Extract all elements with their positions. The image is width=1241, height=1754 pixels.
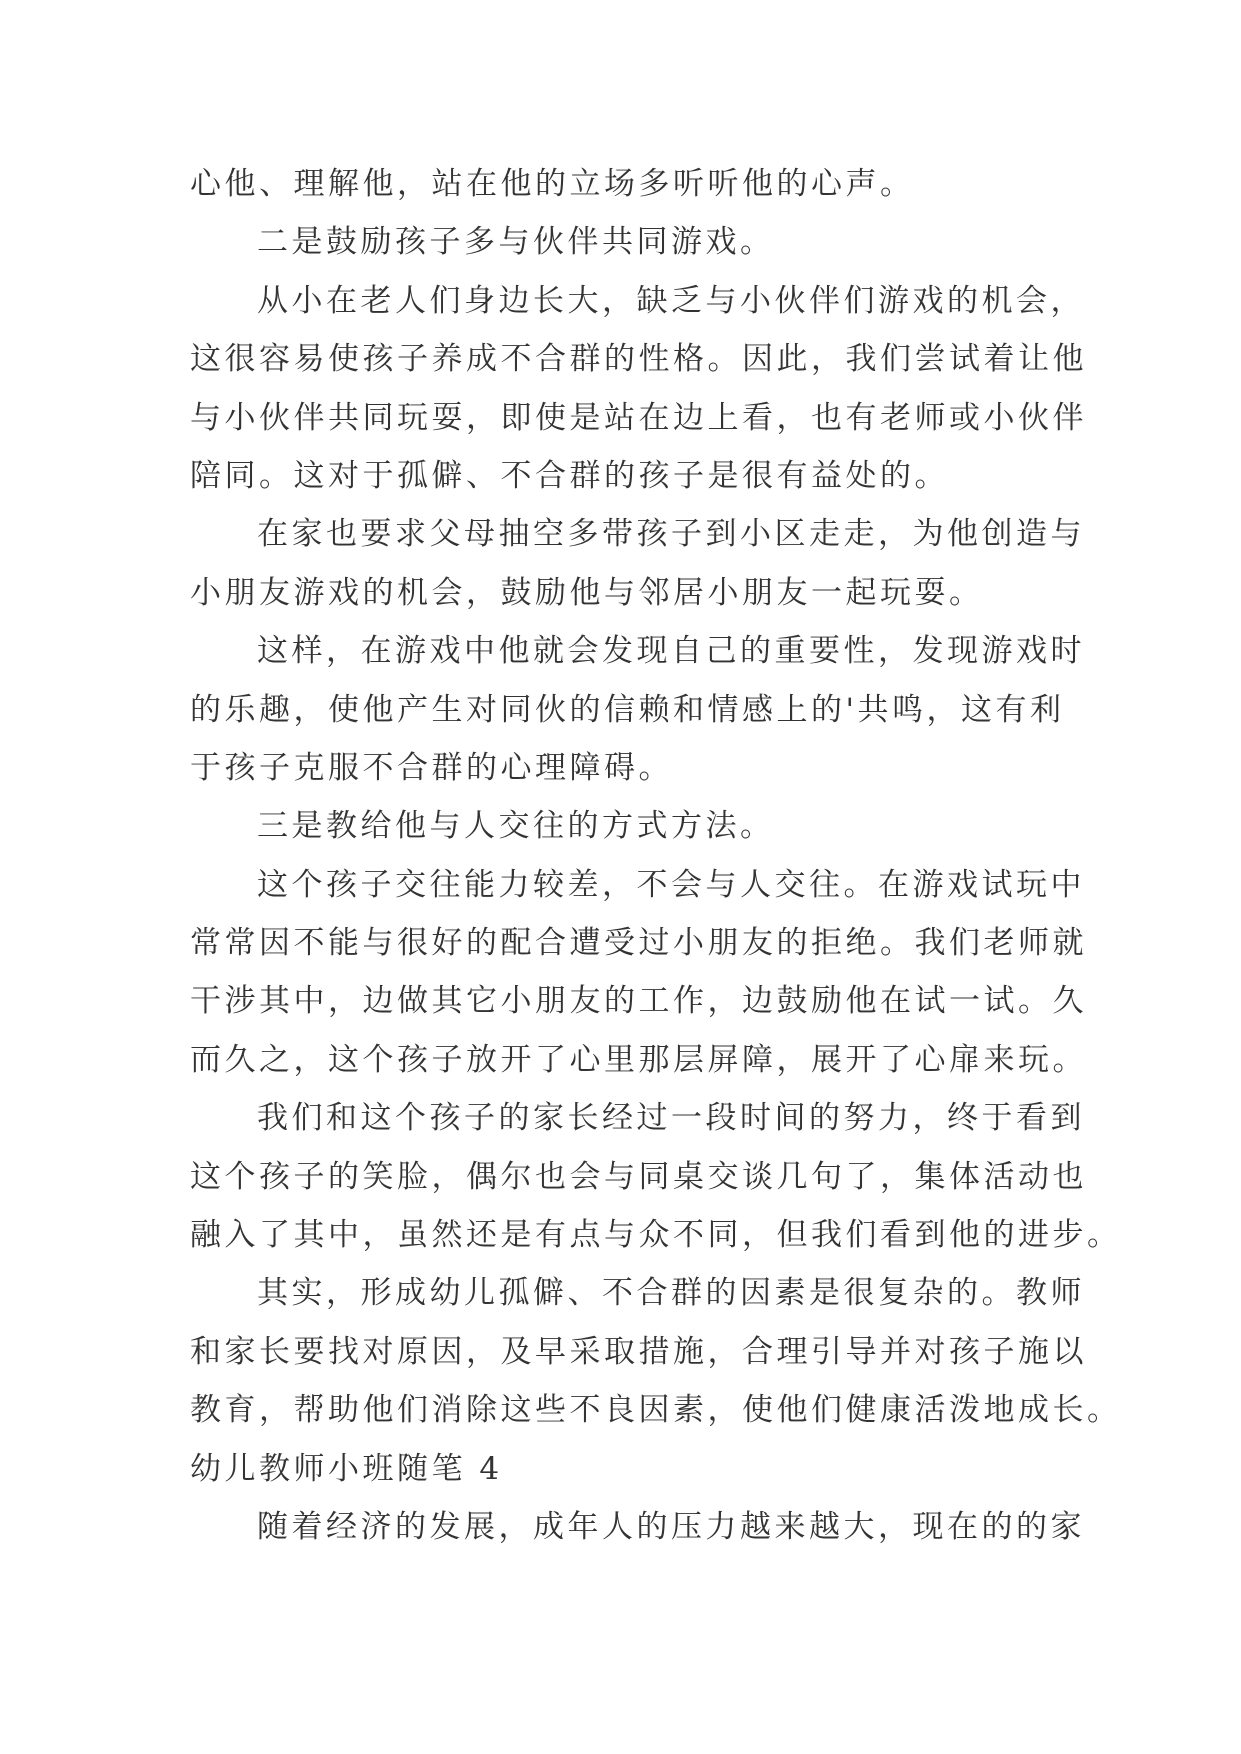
text-line: 于孩子克服不合群的心理障碍。 bbox=[190, 749, 673, 786]
text-line: 心他、理解他，站在他的立场多听听他的心声。 bbox=[190, 166, 915, 202]
text-line: 常常因不能与很好的配合遭受过小朋友的拒绝。我们老师就 bbox=[190, 925, 1087, 962]
text-line: 这个孩子交往能力较差，不会与人交往。在游戏试玩中 bbox=[257, 866, 1085, 903]
section-heading: 二是鼓励孩子多与伙伴共同游戏。 bbox=[257, 224, 775, 261]
text-line: 这个孩子的笑脸，偶尔也会与同桌交谈几句了，集体活动也 bbox=[190, 1158, 1087, 1195]
section-heading: 三是教给他与人交往的方式方法。 bbox=[257, 808, 775, 845]
text-line: 我们和这个孩子的家长经过一段时间的努力，终于看到 bbox=[257, 1100, 1085, 1137]
body-text bbox=[190, 155, 1122, 1556]
text-line: 和家长要找对原因，及早采取措施，合理引导并对孩子施以 bbox=[190, 1333, 1087, 1370]
text-line: 随着经济的发展，成年人的压力越来越大，现在的的家 bbox=[257, 1508, 1085, 1545]
article-title: 幼儿教师小班随笔 4 bbox=[190, 1450, 503, 1487]
text-line: 从小在老人们身边长大，缺乏与小伙伴们游戏的机会， bbox=[257, 282, 1085, 319]
text-line: 陪同。这对于孤僻、不合群的孩子是很有益处的。 bbox=[190, 457, 949, 494]
text-line: 在家也要求父母抽空多带孩子到小区走走，为他创造与 bbox=[257, 516, 1085, 553]
text-line: 融入了其中，虽然还是有点与众不同，但我们看到他的进步。 bbox=[190, 1217, 1122, 1254]
text-line: 其实，形成幼儿孤僻、不合群的因素是很复杂的。教师 bbox=[257, 1275, 1085, 1312]
text-line: 这很容易使孩子养成不合群的性格。因此，我们尝试着让他 bbox=[190, 341, 1087, 378]
text-line: 的乐趣，使他产生对同伙的信赖和情感上的'共鸣，这有利 bbox=[190, 691, 1065, 728]
text-line: 小朋友游戏的机会，鼓励他与邻居小朋友一起玩耍。 bbox=[190, 574, 984, 611]
text-line: 这样，在游戏中他就会发现自己的重要性，发现游戏时 bbox=[257, 633, 1085, 670]
text-line: 而久之，这个孩子放开了心里那层屏障，展开了心扉来玩。 bbox=[190, 1041, 1087, 1078]
text-line: 与小伙伴共同玩耍，即使是站在边上看，也有老师或小伙伴 bbox=[190, 399, 1087, 436]
text-line: 教育，帮助他们消除这些不良因素，使他们健康活泼地成长。 bbox=[190, 1392, 1122, 1429]
text-line: 干涉其中，边做其它小朋友的工作，边鼓励他在试一试。久 bbox=[190, 983, 1087, 1020]
